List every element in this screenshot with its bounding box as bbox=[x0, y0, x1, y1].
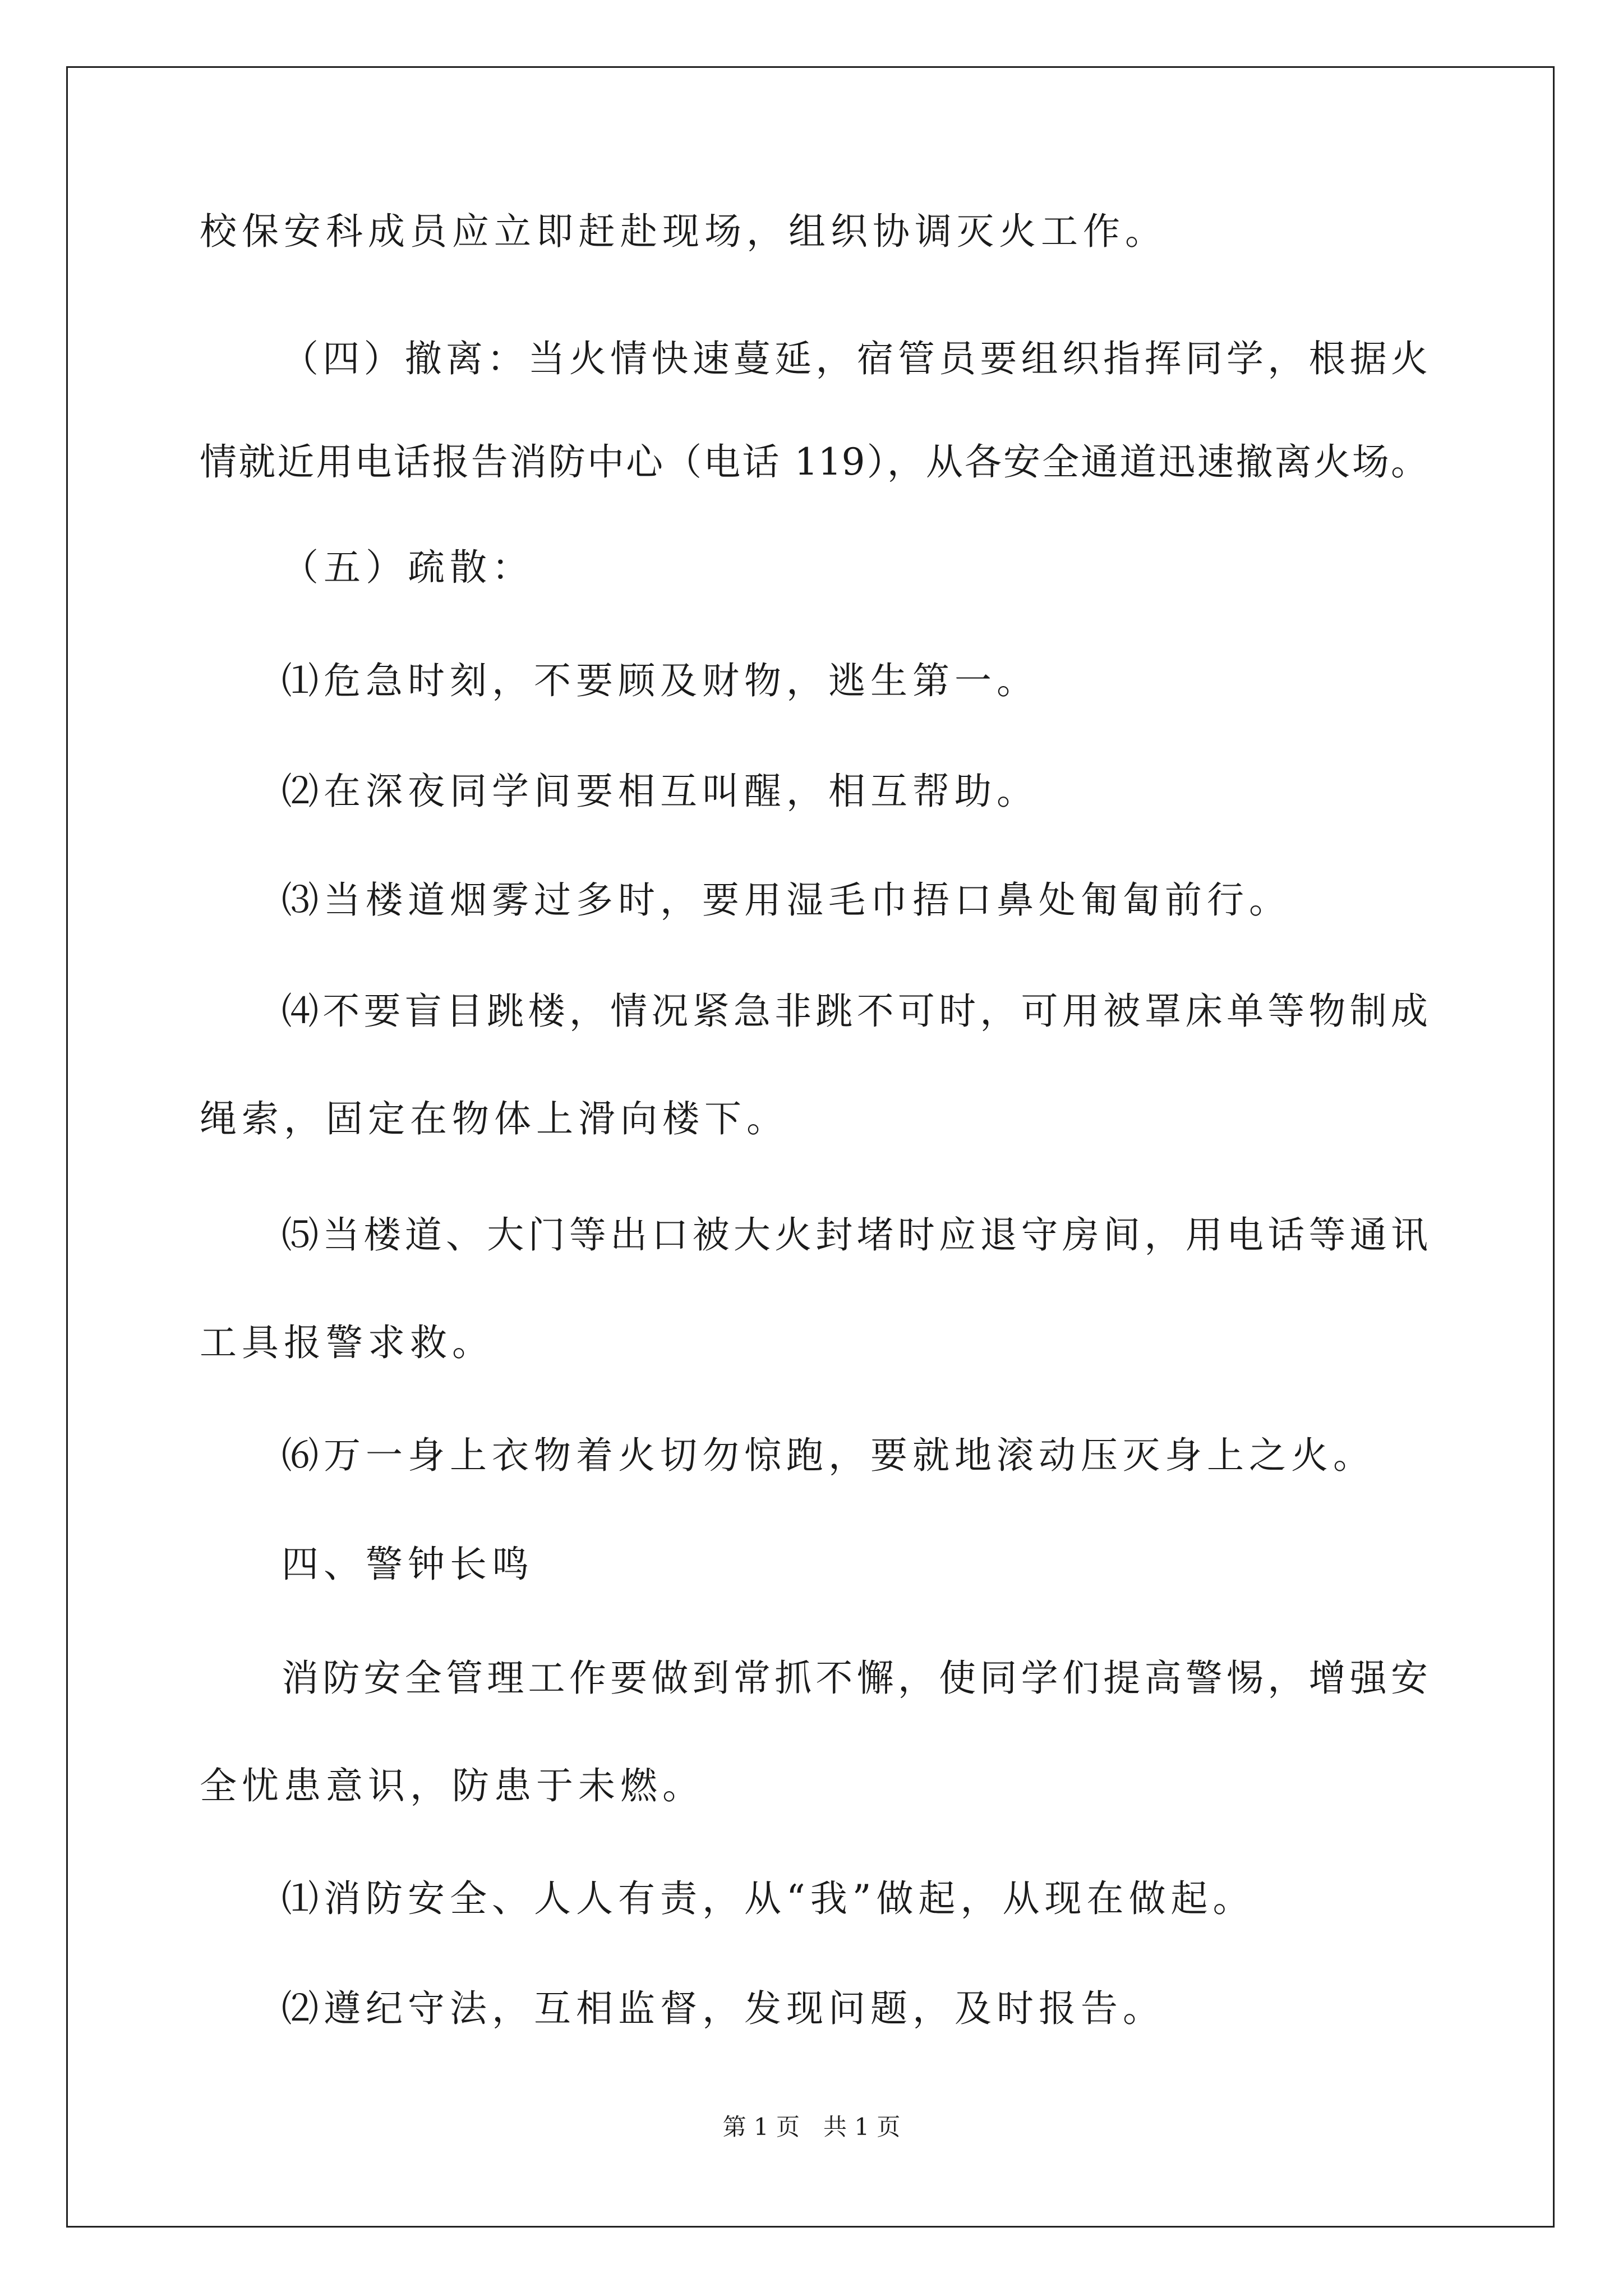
paragraph-line: （四）撤离：当火情快速蔓延，宿管员要组织指挥同学，根据火 bbox=[282, 337, 1428, 380]
list-item: ⑸当楼道、大门等出口被大火封堵时应退守房间，用电话等通讯 bbox=[282, 1213, 1428, 1257]
list-item: ⑹万一身上衣物着火切勿惊跑，要就地滚动压灭身上之火。 bbox=[282, 1434, 1375, 1477]
list-item: ⑵遵纪守法，互相监督，发现问题，及时报告。 bbox=[282, 1987, 1165, 2030]
paragraph-line: 情就近用电话报告消防中心（电话 119），从各安全通道迅速撤离火场。 bbox=[200, 440, 1428, 484]
list-item: ⑷不要盲目跳楼，情况紧急非跳不可时，可用被罩床单等物制成 bbox=[282, 990, 1428, 1033]
list-item: ⑴危急时刻，不要顾及财物，逃生第一。 bbox=[282, 659, 1039, 702]
page-number: 第 1 页 共 1 页 bbox=[722, 2113, 901, 2141]
paragraph-line: 绳索，固定在物体上滑向楼下。 bbox=[200, 1097, 789, 1140]
list-item: ⑴消防安全、人人有责，从“我”做起，从现在做起。 bbox=[282, 1877, 1255, 1920]
paragraph-line: 校保安科成员应立即赶赴现场，组织协调灭火工作。 bbox=[200, 210, 1167, 253]
list-item: ⑵在深夜同学间要相互叫醒，相互帮助。 bbox=[282, 770, 1039, 813]
paragraph-line: 消防安全管理工作要做到常抓不懈，使同学们提高警惕，增强安 bbox=[282, 1657, 1428, 1700]
section-heading: 四、警钟长鸣 bbox=[282, 1543, 534, 1586]
paragraph-line: 全忧患意识，防患于未燃。 bbox=[200, 1764, 704, 1807]
paragraph-line: 工具报警求救。 bbox=[200, 1321, 494, 1364]
section-heading: （五）疏散： bbox=[282, 546, 534, 589]
list-item: ⑶当楼道烟雾过多时，要用湿毛巾捂口鼻处匍匐前行。 bbox=[282, 878, 1291, 922]
